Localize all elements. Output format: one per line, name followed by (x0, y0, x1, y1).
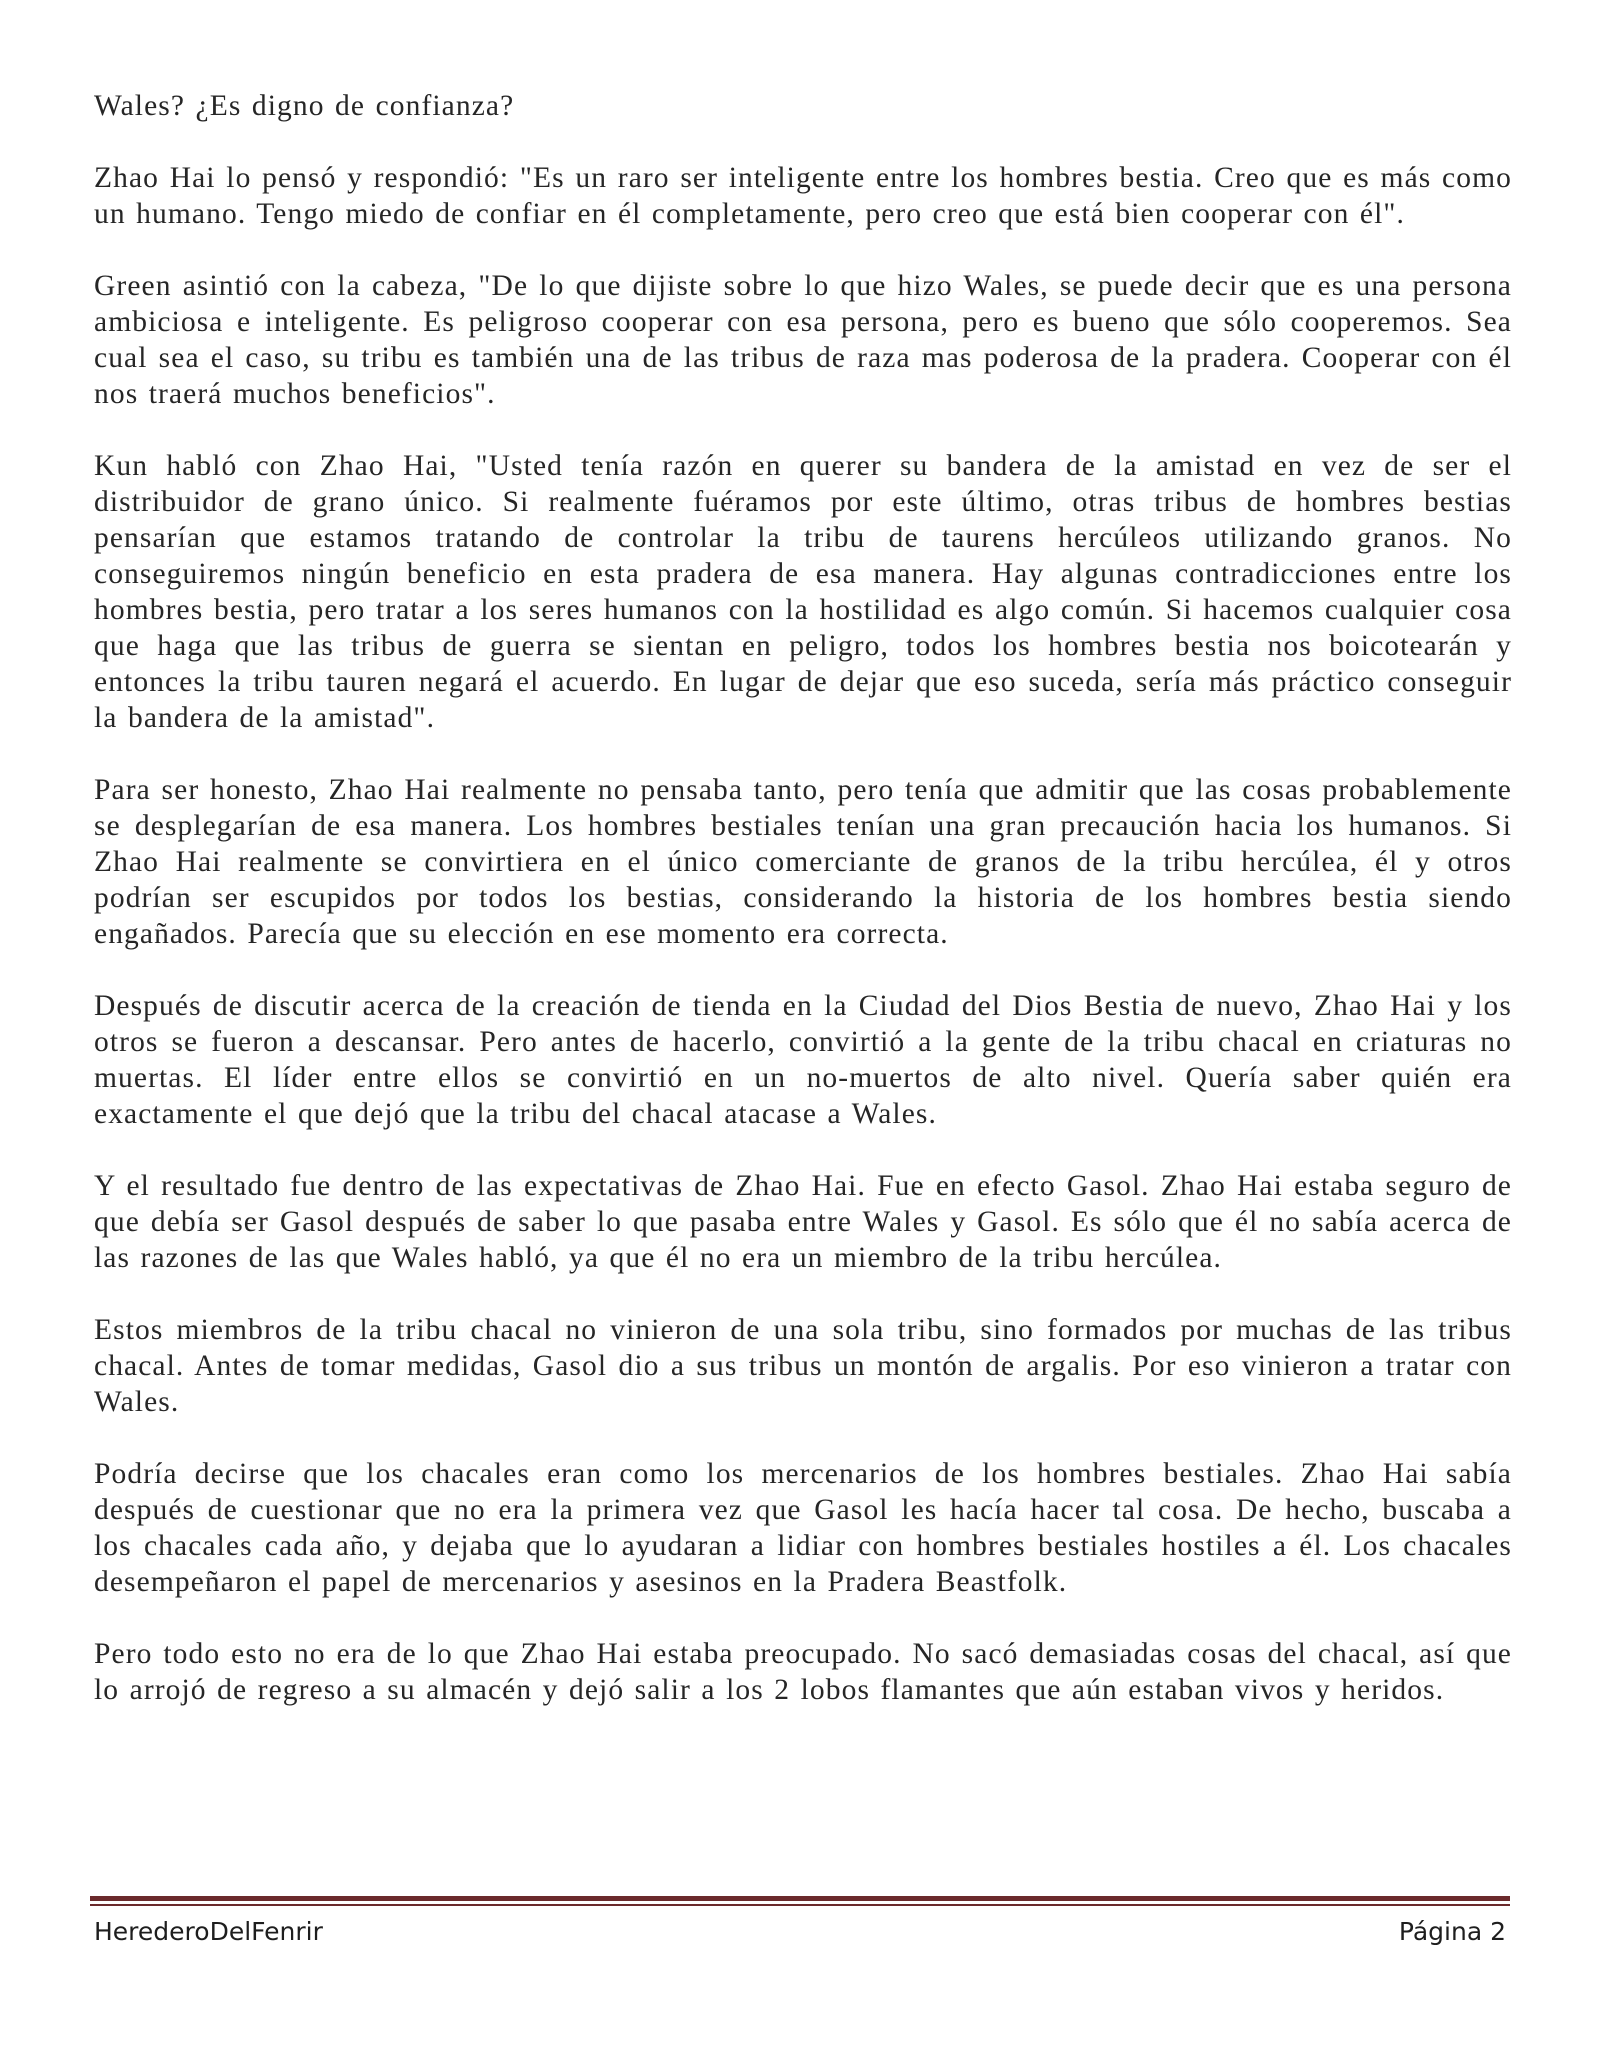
footer-divider-thick (90, 1896, 1510, 1901)
paragraph: Kun habló con Zhao Hai, "Usted tenía razón en querer su bandera de la amistad en vez de ser el distribuidor de grano único. Si realmente fuéramos por este último, otras tribus de hombres bestias pensarían que estamos tratando de controlar la tribu de taurens hercúleos utilizando granos. No conseguiremos ningún beneficio en esta pradera de esa manera. Hay algunas contradicciones entre los hombres bestia, pero tratar a los seres humanos con la hostilidad es algo común. Si hacemos cualquier cosa que haga que las tribus de guerra se sientan en peligro, todos los hombres bestia nos boicotearán y entonces la tribu tauren negará el acuerdo. En lugar de dejar que eso suceda, sería más práctico conseguir la bandera de la amistad". (94, 450, 1512, 734)
paragraph: Green asintió con la cabeza, "De lo que dijiste sobre lo que hizo Wales, se puede decir que es una persona ambiciosa e inteligente. Es peligroso cooperar con esa persona, pero es bueno que sólo cooperemos. Sea cual sea el caso, su tribu es también una de las tribus de raza mas poderosa de la pradera. Cooperar con él nos traerá muchos beneficios". (94, 270, 1512, 410)
page-footer (94, 1914, 1506, 1950)
paragraph: Para ser honesto, Zhao Hai realmente no pensaba tanto, pero tenía que admitir que las cosas probablemente se desplegarían de esa manera. Los hombres bestiales tenían una gran precaución hacia los humanos. Si Zhao Hai realmente se convirtiera en el único comerciante de granos de la tribu hercúlea, él y otros podrían ser escupidos por todos los bestias, considerando la historia de los hombres bestia siendo engañados. Parecía que su elección en ese momento era correcta. (94, 774, 1512, 950)
footer-divider (90, 1896, 1510, 1906)
footer-divider-thin (90, 1904, 1510, 1906)
paragraph: Estos miembros de la tribu chacal no vinieron de una sola tribu, sino formados por muchas de las tribus chacal. Antes de tomar medidas, Gasol dio a sus tribus un montón de argalis. Por eso vinieron a tratar con Wales. (94, 1314, 1512, 1418)
paragraph: Después de discutir acerca de la creación de tienda en la Ciudad del Dios Bestia de nuevo, Zhao Hai y los otros se fueron a descansar. Pero antes de hacerlo, convirtió a la gente de la tribu chacal en criaturas no muertas. El líder entre ellos se convirtió en un no-muertos de alto nivel. Quería saber quién era exactamente el que dejó que la tribu del chacal atacase a Wales. (94, 990, 1512, 1130)
page-number: Página 2 (1398, 1917, 1506, 1946)
paragraph: Wales? ¿Es digno de confianza? (94, 90, 515, 122)
body-text (94, 88, 1512, 1708)
paragraph: Pero todo esto no era de lo que Zhao Hai estaba preocupado. No sacó demasiadas cosas del chacal, así que lo arrojó de regreso a su almacén y dejó salir a los 2 lobos flamantes que aún estaban vivos y heridos. (94, 1638, 1512, 1706)
footer-author: HerederoDelFenrir (94, 1917, 323, 1946)
paragraph: Y el resultado fue dentro de las expectativas de Zhao Hai. Fue en efecto Gasol. Zhao Hai estaba seguro de que debía ser Gasol después de saber lo que pasaba entre Wales y Gasol. Es sólo que él no sabía acerca de las razones de las que Wales habló, ya que él no era un miembro de la tribu hercúlea. (94, 1170, 1512, 1274)
paragraph: Podría decirse que los chacales eran como los mercenarios de los hombres bestiales. Zhao Hai sabía después de cuestionar que no era la primera vez que Gasol les hacía hacer tal cosa. De hecho, buscaba a los chacales cada año, y dejaba que lo ayudaran a lidiar con hombres bestiales hostiles a él. Los chacales desempeñaron el papel de mercenarios y asesinos en la Pradera Beastfolk. (94, 1458, 1512, 1598)
paragraph: Zhao Hai lo pensó y respondió: "Es un raro ser inteligente entre los hombres bestia. Creo que es más como un humano. Tengo miedo de confiar en él completamente, pero creo que está bien cooperar con él". (94, 162, 1512, 230)
